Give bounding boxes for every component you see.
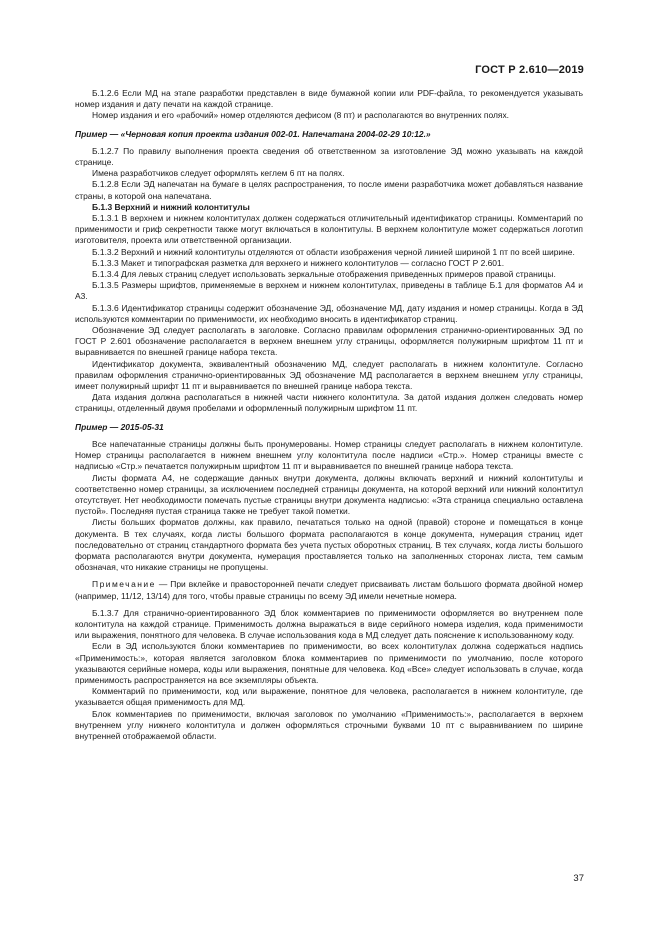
- paragraph: Имена разработчиков следует оформлять кеглем 6 пт на полях.: [92, 168, 345, 179]
- example: Пример — «Черновая копия проекта издания 002-01. Напечатана 2004-02-29 10:12.»: [75, 128, 431, 139]
- paragraph: Дата издания должна располагаться в нижней части нижнего колонтитула. За датой издания должен следовать номер страницы, отделенный двумя пробелами и оформленный полужирным шрифтом 11 пт.: [75, 392, 583, 414]
- paragraph: Б.1.2.8 Если ЭД напечатан на бумаге в целях распространения, то после имени разработчика может добавляться название страны, в которой она напечатана.: [75, 179, 583, 201]
- paragraph: Листы больших форматов должны, как правило, печататься только на одной (правой) стороне и помещаться в конце документа. В тех случаях, когда листы большого формата располагаются в конце документа, нумерация страниц идет последовательно от страниц стандартного формата без учета пустых оборотных страниц. В тех случаях, когда листы большого формата располагаются внутри документа, нумерация проставляется только на заполненных сторонах листа, тем самым обозначая, что никакие страницы не пропущены.: [75, 517, 583, 573]
- note-label: Примечание: [92, 579, 156, 590]
- note-text: — При вклейке и правосторонней печати следует присваивать листам большого формата двойной номер (например, 11/12, 13/14) для того, чтобы правые страницы по всему ЭД имели нечетные номера.: [75, 579, 583, 601]
- note: [75, 579, 583, 601]
- paragraph: Б.1.2.7 По правилу выполнения проекта сведения об ответственном за изготовление ЭД можно указывать на каждой странице.: [75, 145, 583, 168]
- paragraph: Обозначение ЭД следует располагать в заголовке. Согласно правилам оформления странично-ориентированных ЭД по ГОСТ Р 2.601 обозначение располагается в верхнем внешнем углу страницы, оформляется полужирным шрифтом 11 пт и выравнивается по внешней границе набора текста.: [75, 325, 583, 358]
- paragraph: Б.1.2.6 Если МД на этапе разработки представлен в виде бумажной копии или PDF-файла, то рекомендуется указывать номер издания и дату печати на каждой странице.: [75, 88, 583, 110]
- paragraph: Б.1.3.6 Идентификатор страницы содержит обозначение ЭД, обозначение МД, дату издания и номер страницы. Когда в ЭД используются комментарии по применимости, их необходимо вносить в идентификатор страниц.: [75, 302, 583, 324]
- paragraph: Б.1.3.2 Верхний и нижний колонтитулы отделяются от области изображения черной линией шириной 1 пт по всей ширине.: [92, 246, 575, 257]
- paragraph: Б.1.3.7 Для странично-ориентированного ЭД блок комментариев по применимости оформляется во внутреннем поле колонтитула на каждой странице. Применимость должна выражаться в виде серийного номера изделия, кода применимости или выражения, понятного для человека. В случае использования кода в МД следует дать пояснение к использованному коду.: [75, 607, 583, 641]
- paragraph: Идентификатор документа, эквивалентный обозначению МД, следует располагать в нижнем колонтитуле. Согласно правилам оформления странично-ориентированных ЭД обозначение МД располагается в верхнем внешнем углу страницы, имеет полужирный шрифт 11 пт и выравнивается по внешней границе набора текста.: [75, 358, 583, 392]
- section-heading: Б.1.3 Верхний и нижний колонтитулы: [92, 201, 250, 212]
- paragraph: Б.1.3.4 Для левых страниц следует использовать зеркальные отображения приведенных примеров правой страницы.: [92, 269, 556, 280]
- example: Пример — 2015-05-31: [75, 421, 164, 432]
- paragraph: Комментарий по применимости, код или выражение, понятное для человека, располагается в нижнем колонтитуле, где указывается общая применимость для МД.: [75, 686, 583, 708]
- paragraph: Листы формата А4, не содержащие данных внутри документа, должны включать верхний и нижний колонтитулы и соответственно номер страницы, за исключением последней страницы документа, на которой верхний или нижний колонтитул отсутствует. Нет необходимости помечать пустые страницы внутри документа надписью: «Эта страница специально оставлена пустой». Последняя пустая страница также не требует такой пометки.: [75, 472, 583, 517]
- paragraph: Б.1.3.5 Размеры шрифтов, применяемые в верхнем и нижнем колонтитулах, приведены в таблице Б.1 для форматов А4 и А3.: [75, 280, 583, 302]
- paragraph: Если в ЭД используются блоки комментариев по применимости, во всех колонтитулах должна содержаться надпись «Применимость:», которая является заголовком блока комментариев по применимости по умолчанию, после которого указываются серийные номера, коды или выражения, понятные для человека. Код «Все» следует использовать в случае, когда применимость распространяется на все экземпляры объекта.: [75, 641, 583, 685]
- paragraph: Блок комментариев по применимости, включая заголовок по умолчанию «Применимость:», располагается в верхнем внутреннем углу нижнего колонтитула и должен оформляться строчными буквами 10 пт с выравниванием по ширине внутренней отображаемой области.: [75, 708, 583, 741]
- document-designation: ГОСТ Р 2.610—2019: [475, 64, 584, 76]
- paragraph: Б.1.3.1 В верхнем и нижнем колонтитулах должен содержаться отличительный идентификатор страницы. Комментарий по применимости и гриф секретности также могут включаться в колонтитулы. В верхнем колонтитуле может содержаться логотип изготовителя, проекта или ответственной организации.: [75, 213, 583, 246]
- paragraph: Номер издания и его «рабочий» номер отделяются дефисом (8 пт) и располагаются во внутренних полях.: [92, 110, 510, 121]
- page-number: 37: [573, 873, 584, 884]
- paragraph: Б.1.3.3 Макет и типографская разметка для верхнего и нижнего колонтитулов — согласно ГОСТ Р 2.601.: [92, 257, 505, 268]
- document-body: [75, 88, 583, 742]
- paragraph: Все напечатанные страницы должны быть пронумерованы. Номер страницы следует располагать в нижнем колонтитуле. Номер страницы располагается в нижнем внешнем углу колонтитула после надписи «Стр.». Номер страницы вместе с надписью «Стр.» печатается полужирным шрифтом 11 пт и выравнивается по внешней границе набора текста.: [75, 438, 583, 472]
